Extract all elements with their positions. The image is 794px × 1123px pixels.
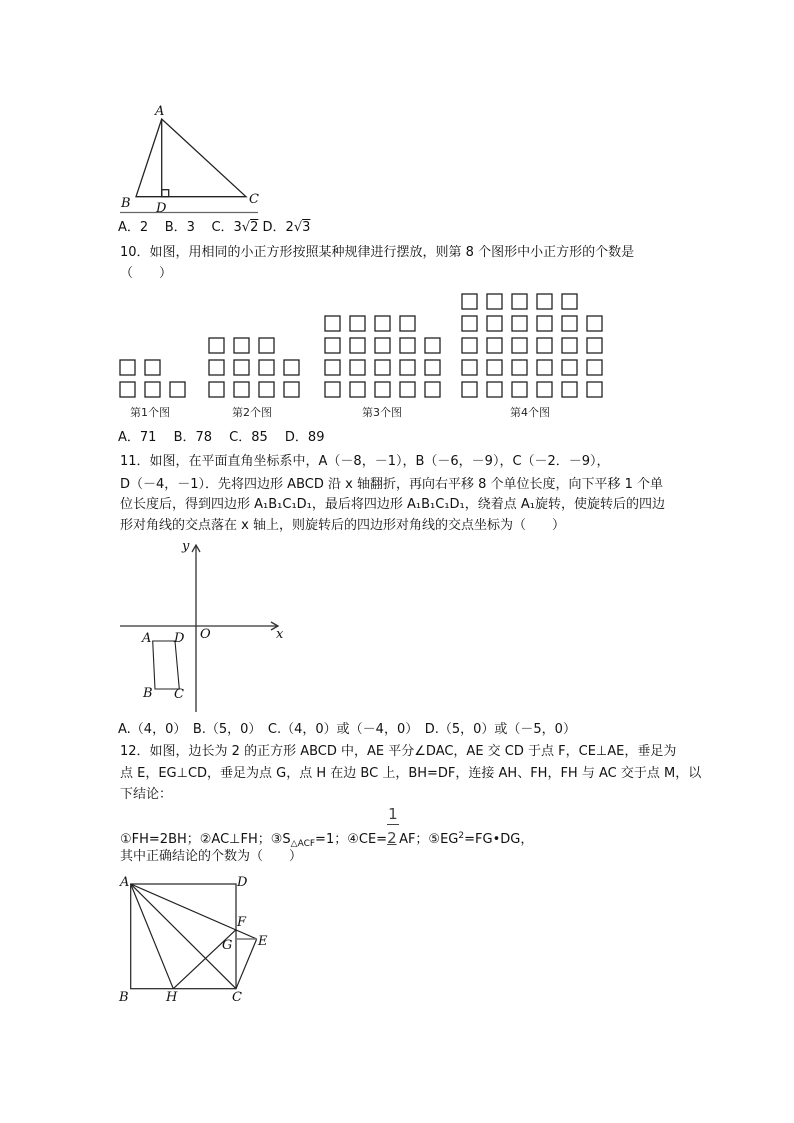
small-square <box>375 360 390 375</box>
line-ac <box>131 884 236 989</box>
label-c: C <box>249 192 259 207</box>
label-o: O <box>200 627 211 642</box>
small-square <box>512 360 527 375</box>
small-square <box>587 360 602 375</box>
conclusion-part1: ①FH=2BH；②AC⊥FH；③S <box>120 832 291 847</box>
label-d: D <box>156 201 167 216</box>
small-square <box>562 294 577 309</box>
option-d-radicand: 3 <box>302 220 311 235</box>
small-square <box>375 316 390 331</box>
small-square <box>234 338 249 353</box>
fraction-denominator: 2 <box>387 829 397 847</box>
label-d: D <box>237 875 248 890</box>
small-square <box>487 294 502 309</box>
option-c-coef: C．3 <box>211 220 242 235</box>
small-square <box>487 382 502 397</box>
option-c: C．3√2 <box>211 220 259 235</box>
label-a: A <box>155 104 165 119</box>
option-d: D．2√3 <box>262 220 311 235</box>
triangle-abc <box>136 119 246 197</box>
q10-options: A．71 B．78 C．85 D．89 <box>118 430 325 445</box>
small-square <box>145 360 160 375</box>
q11-stem-line4: 形对角线的交点落在 x 轴上，则旋转后的四边形对角线的交点坐标为（ ） <box>120 518 565 533</box>
small-square <box>487 360 502 375</box>
small-square <box>537 382 552 397</box>
small-square <box>462 360 477 375</box>
small-square <box>587 338 602 353</box>
fraction-numerator: 1 <box>388 805 398 823</box>
quadrilateral-abcd <box>153 641 180 689</box>
small-square <box>425 338 440 353</box>
line-ce <box>236 939 257 989</box>
square-superscript: 2 <box>458 831 465 841</box>
label-y: y <box>182 539 190 554</box>
small-square <box>487 316 502 331</box>
small-square <box>284 382 299 397</box>
label-b: B <box>143 686 153 701</box>
q11-stem-line2: D（－4，－1）．先将四边形 ABCD 沿 x 轴翻折，再向右平移 8 个单位长度，向下平移 1 个单 <box>120 477 664 492</box>
small-square <box>284 360 299 375</box>
label-a: A <box>120 875 130 890</box>
small-square <box>537 338 552 353</box>
small-square <box>325 360 340 375</box>
small-square <box>350 360 365 375</box>
small-square <box>375 382 390 397</box>
small-square <box>145 382 160 397</box>
small-square <box>259 382 274 397</box>
label-x: x <box>276 627 284 642</box>
small-square <box>425 382 440 397</box>
conclusion-part4: =FG•DG， <box>464 832 534 847</box>
small-square <box>120 382 135 397</box>
label-b: B <box>121 196 131 211</box>
q11-options: A.（4，0） B.（5，0） C.（4，0）或（－4，0） D.（5，0）或（－5，0） <box>118 722 576 737</box>
label-b: B <box>119 990 129 1005</box>
label-g: G <box>222 938 233 953</box>
label-d: D <box>174 631 185 646</box>
small-square <box>209 360 224 375</box>
q12-stem-line1: 12．如图，边长为 2 的正方形 ABCD 中，AE 平分∠DAC，AE 交 CD 于点 F，CE⊥AE，垂足为 <box>120 744 677 759</box>
small-square <box>259 338 274 353</box>
small-square <box>375 338 390 353</box>
small-square <box>512 382 527 397</box>
option-c-radicand: 2 <box>250 220 259 235</box>
q11-stem-line3: 位长度后，得到四边形 A₁B₁C₁D₁，最后将四边形 A₁B₁C₁D₁，绕着点 A₁旋转，使旋转后的四边 <box>120 497 665 512</box>
small-square <box>537 360 552 375</box>
small-square <box>325 316 340 331</box>
small-square <box>259 360 274 375</box>
caption-fig4: 第4个图 <box>510 406 550 419</box>
fraction-one-half <box>387 805 399 848</box>
q9-options <box>118 220 310 236</box>
small-square <box>512 294 527 309</box>
small-square <box>400 382 415 397</box>
label-f: F <box>237 915 247 930</box>
q12-stem-line3: 下结论： <box>120 787 173 802</box>
q9-triangle-figure <box>120 119 258 213</box>
small-square <box>120 360 135 375</box>
triangle-subscript: △ACF <box>290 839 316 849</box>
q12-square-figure <box>131 884 257 989</box>
small-square <box>537 294 552 309</box>
small-square <box>170 382 185 397</box>
small-square <box>425 360 440 375</box>
small-square <box>487 338 502 353</box>
small-square <box>562 360 577 375</box>
small-square <box>562 316 577 331</box>
small-square <box>537 316 552 331</box>
small-square <box>462 294 477 309</box>
small-square <box>350 382 365 397</box>
option-a: A．2 <box>118 220 149 235</box>
option-b: B．3 <box>164 220 195 235</box>
small-square <box>462 316 477 331</box>
fraction-bar <box>387 824 399 825</box>
small-square <box>234 360 249 375</box>
label-c: C <box>174 687 184 702</box>
small-square <box>350 338 365 353</box>
option-d-coef: D．2 <box>262 220 294 235</box>
small-square <box>462 382 477 397</box>
q12-stem-line2: 点 E，EG⊥CD，垂足为点 G，点 H 在边 BC 上，BH=DF，连接 AH、FH，FH 与 AC 交于点 M，以 <box>120 766 702 781</box>
small-square <box>209 382 224 397</box>
label-c: C <box>232 990 242 1005</box>
small-square <box>234 382 249 397</box>
small-square <box>325 382 340 397</box>
q12-question: 其中正确结论的个数为（ ） <box>120 849 303 864</box>
small-square <box>350 316 365 331</box>
q10-square-patterns <box>120 294 602 397</box>
q10-stem-line1: 10．如图，用相同的小正方形按照某种规律进行摆放，则第 8 个图形中小正方形的个数是 <box>120 245 635 260</box>
small-square <box>512 338 527 353</box>
small-square <box>462 338 477 353</box>
q11-stem-line1: 11．如图，在平面直角坐标系中，A（－8，－1），B（－6，－9），C（－2．－9）， <box>120 454 610 469</box>
small-square <box>325 338 340 353</box>
small-square <box>209 338 224 353</box>
label-a: A <box>142 631 152 646</box>
small-square <box>400 316 415 331</box>
label-e: E <box>258 934 268 949</box>
small-square <box>400 338 415 353</box>
caption-fig2: 第2个图 <box>232 406 272 419</box>
small-square <box>562 338 577 353</box>
caption-fig3: 第3个图 <box>362 406 402 419</box>
small-square <box>400 360 415 375</box>
small-square <box>512 316 527 331</box>
label-h: H <box>166 990 178 1005</box>
small-square <box>587 382 602 397</box>
right-angle-mark <box>162 190 169 197</box>
conclusion-part3: AF；⑤EG <box>399 832 459 847</box>
small-square <box>587 316 602 331</box>
q10-stem-line2: （ ） <box>120 266 173 281</box>
small-square <box>562 382 577 397</box>
conclusion-part2: =1；④CE= <box>315 832 388 847</box>
caption-fig1: 第1个图 <box>130 406 170 419</box>
